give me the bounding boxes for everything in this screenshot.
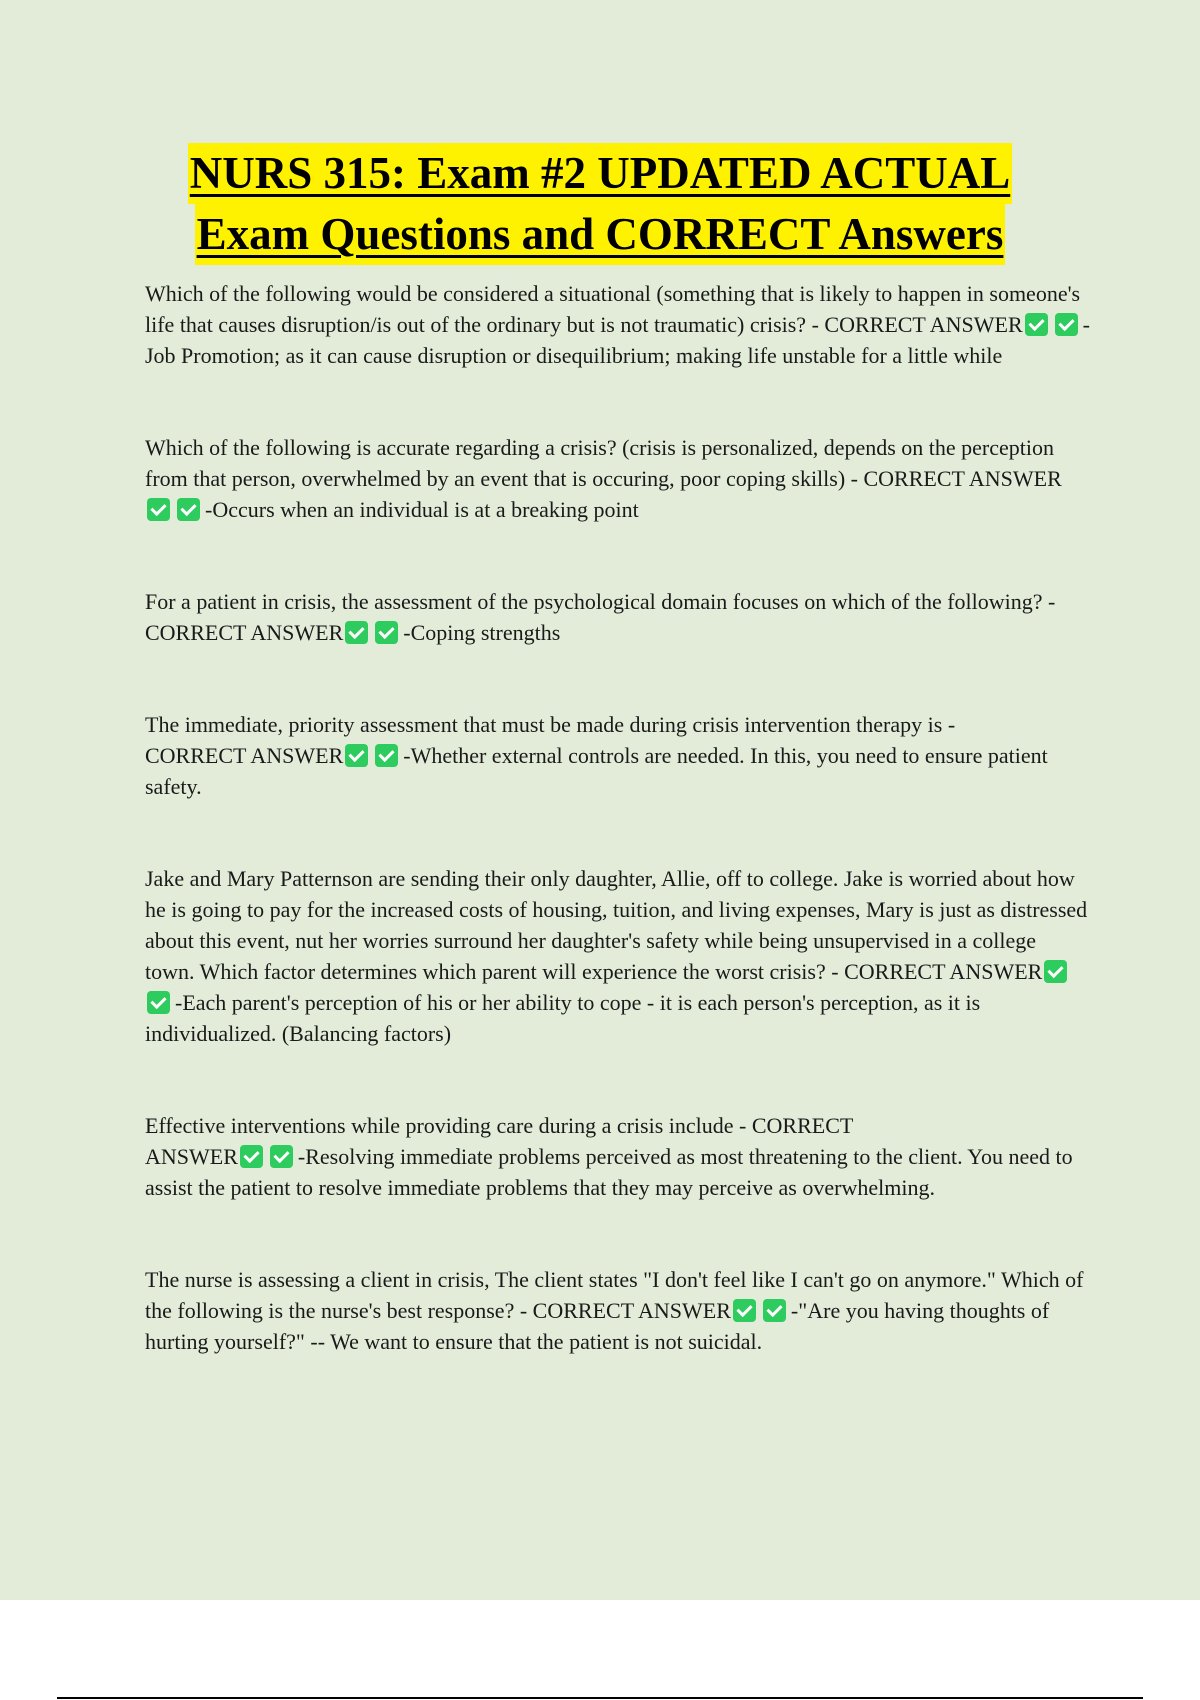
answer-label: CORRECT ANSWER (844, 959, 1043, 984)
answer-label: CORRECT ANSWER (532, 1298, 731, 1323)
qa-item (145, 863, 1090, 1049)
answer-text: -Job Promotion; as it can cause disruption or disequilibrium; making life unstable for a little while (145, 312, 1090, 368)
answer-label-part-2: ANSWER (145, 1144, 238, 1169)
check-icon (763, 1299, 786, 1322)
answer-label: CORRECT ANSWER (863, 466, 1062, 491)
answer-label: CORRECT ANSWER (145, 743, 344, 768)
check-icon (147, 498, 170, 521)
answer-text: -Occurs when an individual is at a breaking point (205, 497, 639, 522)
check-icon (1055, 313, 1078, 336)
title-line-1: NURS 315: Exam #2 UPDATED ACTUAL (188, 143, 1012, 204)
document-title (0, 143, 1200, 265)
answer-text: -Each parent's perception of his or her ability to cope - it is each person's perception, as it is individualized. (Balancing factors) (145, 990, 981, 1046)
qa-item (145, 278, 1090, 371)
answer-label: CORRECT ANSWER (145, 620, 344, 645)
answer-label: CORRECT ANSWER (824, 312, 1023, 337)
answer-label-part-1: CORRECT (751, 1113, 854, 1138)
check-icon (345, 744, 368, 767)
qa-item (145, 709, 1090, 802)
answer-text: -Whether external controls are needed. In this, you need to ensure patient safety. (145, 743, 1048, 799)
question-text: The nurse is assessing a client in crisis, The client states "I don't feel like I can't go on anymore." Which of the following is the nurse's best response? - (145, 1267, 1084, 1323)
question-text: Which of the following is accurate regarding a crisis? (crisis is personalized, depends on the perception from that person, overwhelmed by an event that is occuring, poor coping skills) - (145, 435, 1055, 491)
footer-divider (57, 1697, 1143, 1699)
answer-text: -"Are you having thoughts of hurting yourself?" -- We want to ensure that the patient is not suicidal. (145, 1298, 1050, 1354)
check-icon (375, 621, 398, 644)
qa-list (145, 278, 1090, 1357)
check-icon (375, 744, 398, 767)
title-line-2: Exam Questions and CORRECT Answers (195, 204, 1006, 265)
question-text: Effective interventions while providing care during a crisis include - (145, 1113, 752, 1138)
check-icon (240, 1145, 263, 1168)
check-icon (147, 991, 170, 1014)
question-text: For a patient in crisis, the assessment of the psychological domain focuses on which of the following? - (145, 589, 1056, 614)
qa-item (145, 586, 1090, 648)
check-icon (345, 621, 368, 644)
qa-item (145, 432, 1090, 525)
question-text: The immediate, priority assessment that must be made during crisis intervention therapy is - (145, 712, 956, 737)
check-icon (1025, 313, 1048, 336)
check-icon (1044, 960, 1067, 983)
question-text: Which of the following would be considered a situational (something that is likely to happen in someone's life that causes disruption/is out of the ordinary but is not traumatic) crisis? - (145, 281, 1081, 337)
check-icon (733, 1299, 756, 1322)
question-text: Jake and Mary Patternson are sending their only daughter, Allie, off to college. Jake is worried about how he is going to pay for the increased costs of housing, tuition, and living expenses, Mary is just as distressed about this event, nut her worries surround her daughter's safety while being unsupervised in a college town. Which factor determines which parent will experience the worst crisis? - (145, 866, 1088, 984)
answer-text: -Resolving immediate problems perceived as most threatening to the client. You need to assist the patient to resolve immediate problems that they may perceive as overwhelming. (145, 1144, 1073, 1200)
check-icon (270, 1145, 293, 1168)
qa-item (145, 1264, 1090, 1357)
check-icon (177, 498, 200, 521)
answer-text: -Coping strengths (403, 620, 561, 645)
qa-item (145, 1110, 1090, 1203)
